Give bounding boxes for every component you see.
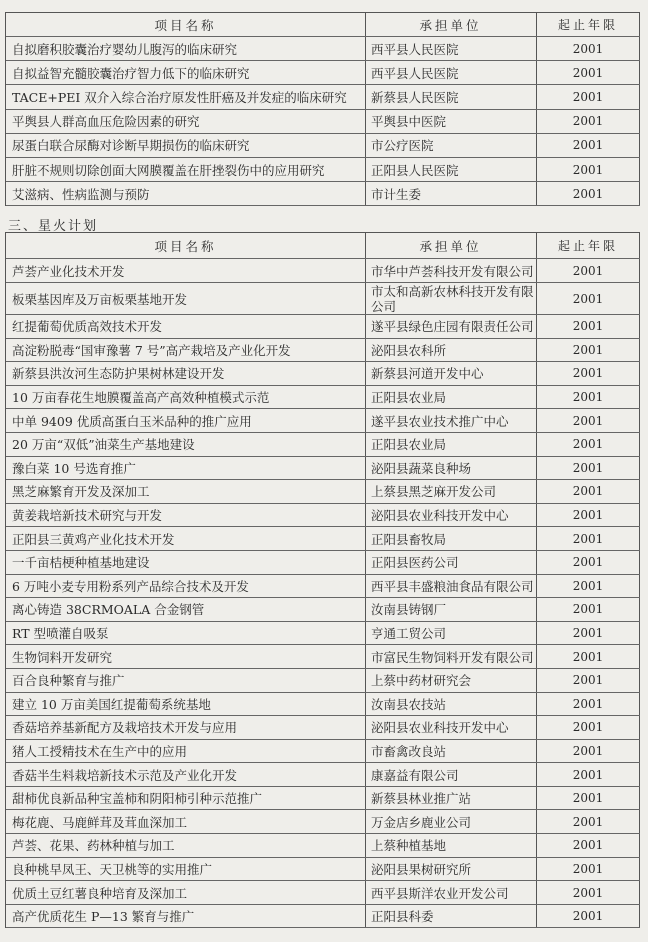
unit-cell: 西平县人民医院 (366, 37, 537, 60)
table-row (6, 810, 640, 834)
table-row (6, 645, 640, 669)
column-header-years: 起止年限 (537, 13, 640, 36)
year-cell: 2001 (537, 763, 640, 786)
project-name-cell: 芦荟、花果、药林种植与加工 (6, 834, 366, 857)
year-cell: 2001 (537, 259, 640, 282)
column-header-project-name: 项目名称 (6, 13, 366, 36)
year-cell: 2001 (537, 362, 640, 385)
project-name-cell: RT 型喷灌自吸泵 (6, 622, 366, 645)
table-row (6, 669, 640, 693)
year-cell: 2001 (537, 158, 640, 181)
unit-cell: 新蔡县林业推广站 (366, 787, 537, 810)
project-name-cell: 一千亩桔梗种植基地建设 (6, 551, 366, 574)
unit-cell: 正阳县科委 (366, 905, 537, 928)
year-cell: 2001 (537, 182, 640, 205)
project-name-cell: 梅花鹿、马鹿鲜茸及茸血深加工 (6, 810, 366, 833)
column-header-unit: 承担单位 (366, 13, 537, 36)
project-name-cell: 20 万亩“双低”油菜生产基地建设 (6, 433, 366, 456)
table-row (6, 480, 640, 504)
unit-cell: 西平县人民医院 (366, 61, 537, 84)
year-cell: 2001 (537, 61, 640, 84)
table-row (6, 37, 640, 61)
unit-cell: 西平县斯洋农业开发公司 (366, 881, 537, 904)
column-header-unit: 承担单位 (366, 233, 537, 258)
project-name-cell: 高产优质花生 P—13 繁育与推广 (6, 905, 366, 928)
year-cell: 2001 (537, 622, 640, 645)
year-cell: 2001 (537, 716, 640, 739)
unit-cell: 正阳县农业局 (366, 386, 537, 409)
year-cell: 2001 (537, 386, 640, 409)
unit-cell: 市富民生物饲料开发有限公司 (366, 645, 537, 668)
project-name-cell: 良种桃早凤王、天卫桃等的实用推广 (6, 858, 366, 881)
year-cell: 2001 (537, 598, 640, 621)
project-name-cell: 艾滋病、性病监测与预防 (6, 182, 366, 205)
project-name-cell: 香菇培养基新配方及栽培技术开发与应用 (6, 716, 366, 739)
table-row (6, 881, 640, 905)
table-row (6, 858, 640, 882)
project-name-cell: 甜柿优良新品种宝盖柿和阴阳柿引种示范推广 (6, 787, 366, 810)
table-row (6, 622, 640, 646)
unit-cell: 万金店乡鹿业公司 (366, 810, 537, 833)
year-cell: 2001 (537, 37, 640, 60)
unit-cell: 遂平县绿色庄园有限责任公司 (366, 315, 537, 338)
table-row (6, 158, 640, 182)
unit-cell: 正阳县畜牧局 (366, 527, 537, 550)
section-title-spark-program: 三、星火计划 (8, 219, 99, 234)
project-name-cell: 10 万亩春花生地膜覆盖高产高效种植模式示范 (6, 386, 366, 409)
table-header-row (6, 233, 640, 259)
project-name-cell: 生物饲料开发研究 (6, 645, 366, 668)
unit-cell: 泌阳县农业科技开发中心 (366, 504, 537, 527)
year-cell: 2001 (537, 409, 640, 432)
unit-cell: 市华中芦荟科技开发有限公司 (366, 259, 537, 282)
project-name-cell: 新蔡县洪汝河生态防护果树林建设开发 (6, 362, 366, 385)
project-name-cell: 中单 9409 优质高蛋白玉米品种的推广应用 (6, 409, 366, 432)
unit-cell: 康嘉益有限公司 (366, 763, 537, 786)
unit-cell: 西平县丰盛粮油食品有限公司 (366, 575, 537, 598)
year-cell: 2001 (537, 110, 640, 133)
table-row (6, 834, 640, 858)
unit-cell: 泌阳县果树研究所 (366, 858, 537, 881)
project-name-cell: 6 万吨小麦专用粉系列产品综合技术及开发 (6, 575, 366, 598)
table-row (6, 763, 640, 787)
table-row (6, 85, 640, 109)
unit-cell: 市公疗医院 (366, 134, 537, 157)
project-name-cell: 平舆县人群高血压危险因素的研究 (6, 110, 366, 133)
unit-cell: 正阳县医药公司 (366, 551, 537, 574)
project-name-cell: 自拟磨积胶囊治疗婴幼儿腹泻的临床研究 (6, 37, 366, 60)
year-cell: 2001 (537, 339, 640, 362)
year-cell: 2001 (537, 645, 640, 668)
year-cell: 2001 (537, 905, 640, 928)
project-name-cell: 自拟益智充髓胶囊治疗智力低下的临床研究 (6, 61, 366, 84)
unit-cell: 遂平县农业技术推广中心 (366, 409, 537, 432)
table-row (6, 182, 640, 206)
project-name-cell: 肝脏不规则切除创面大网膜覆盖在肝挫裂伤中的应用研究 (6, 158, 366, 181)
project-name-cell: 黄姜栽培新技术研究与开发 (6, 504, 366, 527)
year-cell: 2001 (537, 858, 640, 881)
unit-cell: 正阳县农业局 (366, 433, 537, 456)
year-cell: 2001 (537, 881, 640, 904)
medical-projects-table (5, 12, 640, 206)
year-cell: 2001 (537, 283, 640, 314)
project-name-cell: 香菇半生料栽培新技术示范及产业化开发 (6, 763, 366, 786)
table-row (6, 787, 640, 811)
year-cell: 2001 (537, 504, 640, 527)
table-row (6, 259, 640, 283)
year-cell: 2001 (537, 85, 640, 108)
year-cell: 2001 (537, 810, 640, 833)
unit-cell: 上蔡县黑芝麻开发公司 (366, 480, 537, 503)
table-row (6, 61, 640, 85)
unit-cell: 泌阳县蔬菜良种场 (366, 457, 537, 480)
year-cell: 2001 (537, 457, 640, 480)
project-name-cell: 猪人工授精技术在生产中的应用 (6, 740, 366, 763)
project-name-cell: 建立 10 万亩美国红提葡萄系统基地 (6, 693, 366, 716)
unit-cell: 市畜禽改良站 (366, 740, 537, 763)
unit-cell: 泌阳县农业科技开发中心 (366, 716, 537, 739)
spark-program-table (5, 232, 640, 928)
year-cell: 2001 (537, 315, 640, 338)
project-name-cell: 高淀粉脱毒“国审豫薯 7 号”高产栽培及产业化开发 (6, 339, 366, 362)
project-name-cell: 百合良种繁育与推广 (6, 669, 366, 692)
project-name-cell: 芦荟产业化技术开发 (6, 259, 366, 282)
table-row (6, 134, 640, 158)
year-cell: 2001 (537, 693, 640, 716)
year-cell: 2001 (537, 433, 640, 456)
project-name-cell: 板栗基因库及万亩板栗基地开发 (6, 283, 366, 314)
table-row (6, 693, 640, 717)
unit-cell: 汝南县农技站 (366, 693, 537, 716)
project-name-cell: 优质土豆红薯良种培育及深加工 (6, 881, 366, 904)
table-row (6, 598, 640, 622)
table-row (6, 551, 640, 575)
unit-cell: 平舆县中医院 (366, 110, 537, 133)
table-row (6, 716, 640, 740)
table-row (6, 339, 640, 363)
unit-cell: 上蔡中药材研究会 (366, 669, 537, 692)
table-row (6, 110, 640, 134)
unit-cell: 市计生委 (366, 182, 537, 205)
project-name-cell: TACE+PEI 双介入综合治疗原发性肝癌及并发症的临床研究 (6, 85, 366, 108)
year-cell: 2001 (537, 527, 640, 550)
table-row (6, 740, 640, 764)
column-header-project-name: 项目名称 (6, 233, 366, 258)
unit-cell: 亨通工贸公司 (366, 622, 537, 645)
project-name-cell: 尿蛋白联合尿酶对诊断早期损伤的临床研究 (6, 134, 366, 157)
project-name-cell: 离心铸造 38CRMOALA 合金钢管 (6, 598, 366, 621)
table-row (6, 905, 640, 929)
project-name-cell: 正阳县三黄鸡产业化技术开发 (6, 527, 366, 550)
year-cell: 2001 (537, 740, 640, 763)
unit-cell: 汝南县铸钢厂 (366, 598, 537, 621)
table-row (6, 433, 640, 457)
project-name-cell: 豫白菜 10 号选育推广 (6, 457, 366, 480)
table-row (6, 315, 640, 339)
unit-cell: 泌阳县农科所 (366, 339, 537, 362)
year-cell: 2001 (537, 669, 640, 692)
year-cell: 2001 (537, 134, 640, 157)
unit-cell: 新蔡县河道开发中心 (366, 362, 537, 385)
project-name-cell: 红提葡萄优质高效技术开发 (6, 315, 366, 338)
column-header-years: 起止年限 (537, 233, 640, 258)
table-row (6, 283, 640, 315)
unit-cell: 新蔡县人民医院 (366, 85, 537, 108)
unit-cell: 市太和高新农林科技开发有限公司 (366, 283, 537, 314)
table-header-row (6, 13, 640, 37)
table-row (6, 575, 640, 599)
table-row (6, 362, 640, 386)
table-row (6, 457, 640, 481)
table-row (6, 527, 640, 551)
year-cell: 2001 (537, 787, 640, 810)
year-cell: 2001 (537, 575, 640, 598)
year-cell: 2001 (537, 551, 640, 574)
year-cell: 2001 (537, 480, 640, 503)
unit-cell: 正阳县人民医院 (366, 158, 537, 181)
table-row (6, 386, 640, 410)
year-cell: 2001 (537, 834, 640, 857)
unit-cell: 上蔡种植基地 (366, 834, 537, 857)
table-row (6, 409, 640, 433)
table-row (6, 504, 640, 528)
project-name-cell: 黑芝麻繁育开发及深加工 (6, 480, 366, 503)
